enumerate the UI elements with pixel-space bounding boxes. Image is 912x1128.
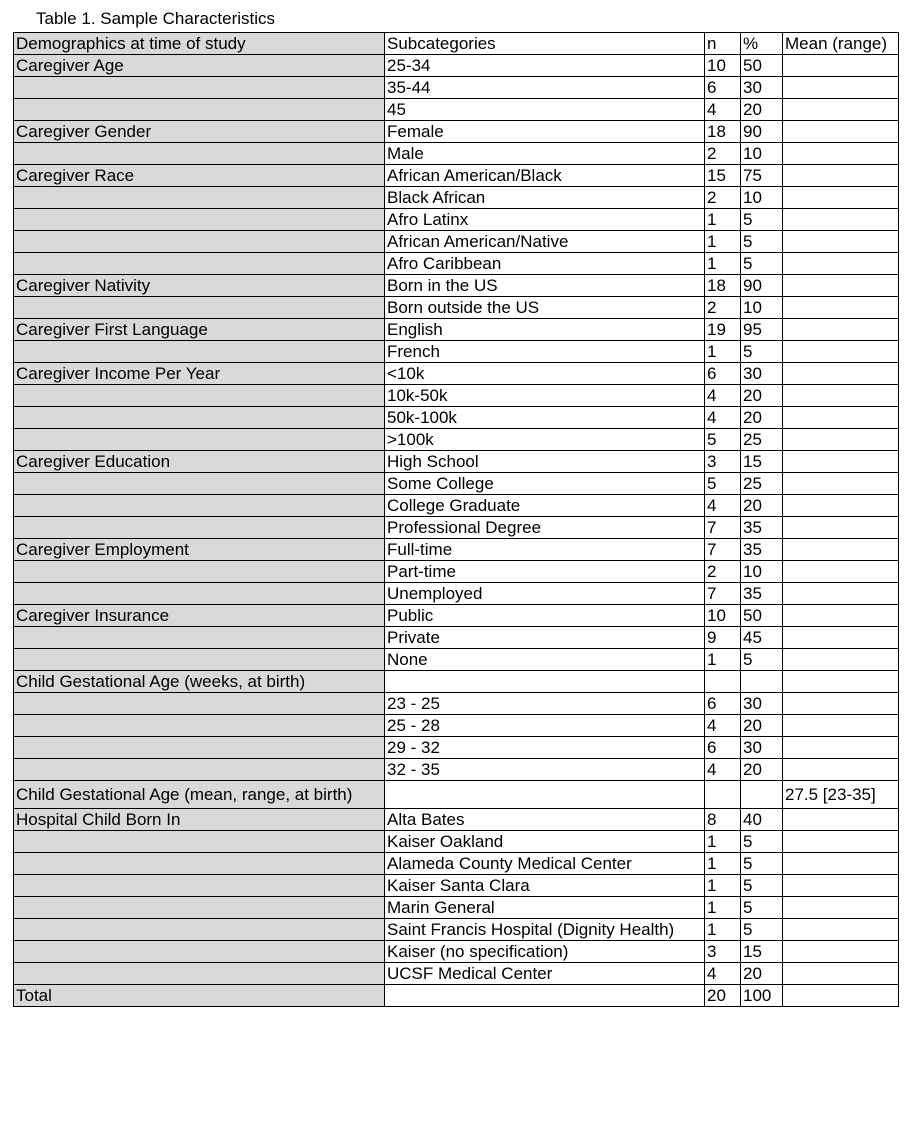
mean-range-cell (783, 649, 899, 671)
table-row (14, 77, 899, 99)
n-cell: 10 (705, 55, 741, 77)
mean-range-cell (783, 187, 899, 209)
table-row (14, 143, 899, 165)
table-row (14, 187, 899, 209)
subcategory-cell: UCSF Medical Center (385, 963, 705, 985)
n-cell: 4 (705, 99, 741, 121)
mean-range-cell (783, 517, 899, 539)
mean-range-cell (783, 985, 899, 1007)
n-cell: 1 (705, 831, 741, 853)
n-cell: 2 (705, 187, 741, 209)
category-cell (14, 715, 385, 737)
n-cell: 20 (705, 985, 741, 1007)
n-cell: 6 (705, 737, 741, 759)
mean-range-cell (783, 963, 899, 985)
category-cell (14, 737, 385, 759)
subcategory-cell: Unemployed (385, 583, 705, 605)
subcategory-cell: Marin General (385, 897, 705, 919)
percent-cell: 25 (741, 429, 783, 451)
percent-cell: 35 (741, 539, 783, 561)
category-cell (14, 693, 385, 715)
percent-cell: 75 (741, 165, 783, 187)
category-cell (14, 831, 385, 853)
subcategory-cell: African American/Black (385, 165, 705, 187)
n-cell: 1 (705, 919, 741, 941)
category-cell (14, 385, 385, 407)
percent-cell: 35 (741, 583, 783, 605)
subcategory-cell: Born outside the US (385, 297, 705, 319)
category-cell (14, 253, 385, 275)
mean-range-cell (783, 253, 899, 275)
n-cell: 2 (705, 143, 741, 165)
mean-range-cell (783, 539, 899, 561)
percent-cell: 5 (741, 649, 783, 671)
header-subcategories: Subcategories (385, 33, 705, 55)
percent-cell: 25 (741, 473, 783, 495)
mean-range-cell (783, 99, 899, 121)
category-cell (14, 897, 385, 919)
header-mean-range: Mean (range) (783, 33, 899, 55)
category-cell: Total (14, 985, 385, 1007)
category-cell (14, 209, 385, 231)
category-cell (14, 429, 385, 451)
table-row (14, 55, 899, 77)
percent-cell: 5 (741, 253, 783, 275)
table-row (14, 539, 899, 561)
category-cell (14, 297, 385, 319)
percent-cell (741, 671, 783, 693)
category-cell (14, 963, 385, 985)
percent-cell: 5 (741, 875, 783, 897)
table-row (14, 209, 899, 231)
n-cell (705, 671, 741, 693)
subcategory-cell: Some College (385, 473, 705, 495)
subcategory-cell: Afro Latinx (385, 209, 705, 231)
subcategory-cell: High School (385, 451, 705, 473)
category-cell: Caregiver Insurance (14, 605, 385, 627)
subcategory-cell: Kaiser Santa Clara (385, 875, 705, 897)
n-cell: 1 (705, 341, 741, 363)
subcategory-cell: English (385, 319, 705, 341)
percent-cell: 50 (741, 605, 783, 627)
n-cell: 1 (705, 209, 741, 231)
table-row (14, 253, 899, 275)
category-cell: Child Gestational Age (weeks, at birth) (14, 671, 385, 693)
table-row (14, 319, 899, 341)
subcategory-cell: 25-34 (385, 55, 705, 77)
subcategory-cell: Private (385, 627, 705, 649)
category-cell: Caregiver Gender (14, 121, 385, 143)
mean-range-cell (783, 77, 899, 99)
n-cell: 1 (705, 649, 741, 671)
category-cell (14, 407, 385, 429)
category-cell (14, 875, 385, 897)
n-cell: 3 (705, 451, 741, 473)
subcategory-cell: Black African (385, 187, 705, 209)
mean-range-cell (783, 209, 899, 231)
n-cell: 1 (705, 897, 741, 919)
table-row (14, 165, 899, 187)
category-cell (14, 561, 385, 583)
subcategory-cell: 45 (385, 99, 705, 121)
mean-range-cell (783, 605, 899, 627)
category-cell: Caregiver Education (14, 451, 385, 473)
table-row (14, 605, 899, 627)
mean-range-cell (783, 809, 899, 831)
table-row (14, 407, 899, 429)
percent-cell: 90 (741, 121, 783, 143)
mean-range-cell (783, 363, 899, 385)
mean-range-cell (783, 55, 899, 77)
mean-range-cell (783, 737, 899, 759)
table-row (14, 875, 899, 897)
mean-range-cell (783, 693, 899, 715)
subcategory-cell: Female (385, 121, 705, 143)
percent-cell: 20 (741, 759, 783, 781)
mean-range-cell (783, 897, 899, 919)
percent-cell: 30 (741, 363, 783, 385)
subcategory-cell: Kaiser (no specification) (385, 941, 705, 963)
mean-range-cell (783, 671, 899, 693)
n-cell: 1 (705, 853, 741, 875)
mean-range-cell (783, 341, 899, 363)
subcategory-cell: Part-time (385, 561, 705, 583)
n-cell: 4 (705, 715, 741, 737)
percent-cell (741, 781, 783, 809)
percent-cell: 20 (741, 495, 783, 517)
n-cell: 6 (705, 77, 741, 99)
mean-range-cell (783, 429, 899, 451)
mean-range-cell (783, 165, 899, 187)
percent-cell: 35 (741, 517, 783, 539)
category-cell (14, 853, 385, 875)
percent-cell: 95 (741, 319, 783, 341)
percent-cell: 15 (741, 451, 783, 473)
n-cell: 6 (705, 693, 741, 715)
subcategory-cell: >100k (385, 429, 705, 451)
percent-cell: 5 (741, 897, 783, 919)
table-row (14, 385, 899, 407)
category-cell (14, 583, 385, 605)
header-demographics: Demographics at time of study (14, 33, 385, 55)
n-cell (705, 781, 741, 809)
percent-cell: 40 (741, 809, 783, 831)
sample-characteristics-table (13, 32, 899, 1007)
n-cell: 18 (705, 121, 741, 143)
table-row (14, 451, 899, 473)
category-cell (14, 495, 385, 517)
mean-range-cell (783, 561, 899, 583)
mean-range-cell (783, 583, 899, 605)
percent-cell: 20 (741, 99, 783, 121)
table-row (14, 517, 899, 539)
percent-cell: 10 (741, 561, 783, 583)
n-cell: 5 (705, 429, 741, 451)
subcategory-cell (385, 781, 705, 809)
category-cell (14, 517, 385, 539)
table-row (14, 627, 899, 649)
mean-range-cell (783, 319, 899, 341)
category-cell (14, 77, 385, 99)
percent-cell: 20 (741, 407, 783, 429)
percent-cell: 10 (741, 187, 783, 209)
n-cell: 4 (705, 495, 741, 517)
subcategory-cell: African American/Native (385, 231, 705, 253)
percent-cell: 30 (741, 77, 783, 99)
mean-range-cell (783, 627, 899, 649)
subcategory-cell: 23 - 25 (385, 693, 705, 715)
category-cell: Caregiver Age (14, 55, 385, 77)
subcategory-cell: 10k-50k (385, 385, 705, 407)
n-cell: 2 (705, 297, 741, 319)
mean-range-cell (783, 919, 899, 941)
mean-range-cell (783, 853, 899, 875)
category-cell (14, 473, 385, 495)
table-row (14, 363, 899, 385)
table-row (14, 919, 899, 941)
subcategory-cell: 50k-100k (385, 407, 705, 429)
subcategory-cell: 29 - 32 (385, 737, 705, 759)
table-row (14, 897, 899, 919)
percent-cell: 10 (741, 297, 783, 319)
subcategory-cell: French (385, 341, 705, 363)
subcategory-cell: Alameda County Medical Center (385, 853, 705, 875)
percent-cell: 100 (741, 985, 783, 1007)
subcategory-cell: <10k (385, 363, 705, 385)
subcategory-cell: Born in the US (385, 275, 705, 297)
mean-range-cell (783, 275, 899, 297)
table-row (14, 853, 899, 875)
category-cell (14, 231, 385, 253)
subcategory-cell: Male (385, 143, 705, 165)
category-cell (14, 649, 385, 671)
percent-cell: 50 (741, 55, 783, 77)
table-row (14, 831, 899, 853)
table-row (14, 941, 899, 963)
percent-cell: 20 (741, 385, 783, 407)
table-row (14, 275, 899, 297)
table-row (14, 759, 899, 781)
category-cell (14, 627, 385, 649)
mean-range-cell (783, 495, 899, 517)
subcategory-cell: College Graduate (385, 495, 705, 517)
percent-cell: 90 (741, 275, 783, 297)
table-row (14, 429, 899, 451)
n-cell: 9 (705, 627, 741, 649)
category-cell (14, 187, 385, 209)
header-percent: % (741, 33, 783, 55)
subcategory-cell (385, 985, 705, 1007)
n-cell: 1 (705, 231, 741, 253)
mean-range-cell (783, 121, 899, 143)
header-n: n (705, 33, 741, 55)
table-row (14, 99, 899, 121)
subcategory-cell: Saint Francis Hospital (Dignity Health) (385, 919, 705, 941)
percent-cell: 5 (741, 831, 783, 853)
n-cell: 1 (705, 253, 741, 275)
header-row (14, 33, 899, 55)
category-cell: Caregiver Income Per Year (14, 363, 385, 385)
n-cell: 7 (705, 517, 741, 539)
n-cell: 10 (705, 605, 741, 627)
subcategory-cell: 35-44 (385, 77, 705, 99)
table-row (14, 297, 899, 319)
mean-range-cell (783, 875, 899, 897)
n-cell: 2 (705, 561, 741, 583)
category-cell (14, 759, 385, 781)
subcategory-cell: 25 - 28 (385, 715, 705, 737)
n-cell: 4 (705, 963, 741, 985)
subcategory-cell: 32 - 35 (385, 759, 705, 781)
table-body (14, 55, 899, 1007)
percent-cell: 5 (741, 853, 783, 875)
category-cell: Child Gestational Age (mean, range, at birth) (14, 781, 385, 809)
percent-cell: 5 (741, 341, 783, 363)
mean-range-cell (783, 297, 899, 319)
table-caption: Table 1. Sample Characteristics (36, 9, 276, 28)
mean-range-cell (783, 385, 899, 407)
table-row (14, 473, 899, 495)
table-row (14, 963, 899, 985)
table-row (14, 985, 899, 1007)
percent-cell: 5 (741, 919, 783, 941)
mean-range-cell: 27.5 [23-35] (783, 781, 899, 809)
category-cell: Caregiver Employment (14, 539, 385, 561)
n-cell: 4 (705, 385, 741, 407)
percent-cell: 20 (741, 963, 783, 985)
table-row (14, 715, 899, 737)
n-cell: 7 (705, 539, 741, 561)
subcategory-cell: Public (385, 605, 705, 627)
mean-range-cell (783, 407, 899, 429)
category-cell: Caregiver First Language (14, 319, 385, 341)
n-cell: 1 (705, 875, 741, 897)
mean-range-cell (783, 759, 899, 781)
percent-cell: 5 (741, 231, 783, 253)
category-cell (14, 919, 385, 941)
category-cell (14, 99, 385, 121)
n-cell: 7 (705, 583, 741, 605)
n-cell: 8 (705, 809, 741, 831)
mean-range-cell (783, 715, 899, 737)
subcategory-cell: Full-time (385, 539, 705, 561)
n-cell: 18 (705, 275, 741, 297)
table-row (14, 649, 899, 671)
subcategory-cell: Afro Caribbean (385, 253, 705, 275)
table-row (14, 671, 899, 693)
category-cell: Caregiver Race (14, 165, 385, 187)
mean-range-cell (783, 143, 899, 165)
subcategory-cell: Alta Bates (385, 809, 705, 831)
percent-cell: 10 (741, 143, 783, 165)
mean-range-cell (783, 473, 899, 495)
table-row (14, 561, 899, 583)
subcategory-cell: Kaiser Oakland (385, 831, 705, 853)
table-row (14, 341, 899, 363)
percent-cell: 30 (741, 693, 783, 715)
mean-range-cell (783, 231, 899, 253)
percent-cell: 20 (741, 715, 783, 737)
table-row (14, 809, 899, 831)
n-cell: 4 (705, 407, 741, 429)
n-cell: 3 (705, 941, 741, 963)
table-row (14, 495, 899, 517)
table-row (14, 737, 899, 759)
n-cell: 5 (705, 473, 741, 495)
table-row (14, 781, 899, 809)
n-cell: 6 (705, 363, 741, 385)
n-cell: 4 (705, 759, 741, 781)
category-cell: Caregiver Nativity (14, 275, 385, 297)
table-row (14, 231, 899, 253)
mean-range-cell (783, 831, 899, 853)
table-row (14, 121, 899, 143)
subcategory-cell (385, 671, 705, 693)
mean-range-cell (783, 941, 899, 963)
category-cell (14, 341, 385, 363)
percent-cell: 30 (741, 737, 783, 759)
n-cell: 15 (705, 165, 741, 187)
n-cell: 19 (705, 319, 741, 341)
subcategory-cell: Professional Degree (385, 517, 705, 539)
mean-range-cell (783, 451, 899, 473)
category-cell (14, 941, 385, 963)
table-row (14, 693, 899, 715)
percent-cell: 15 (741, 941, 783, 963)
percent-cell: 5 (741, 209, 783, 231)
category-cell (14, 143, 385, 165)
category-cell: Hospital Child Born In (14, 809, 385, 831)
table-row (14, 583, 899, 605)
percent-cell: 45 (741, 627, 783, 649)
subcategory-cell: None (385, 649, 705, 671)
